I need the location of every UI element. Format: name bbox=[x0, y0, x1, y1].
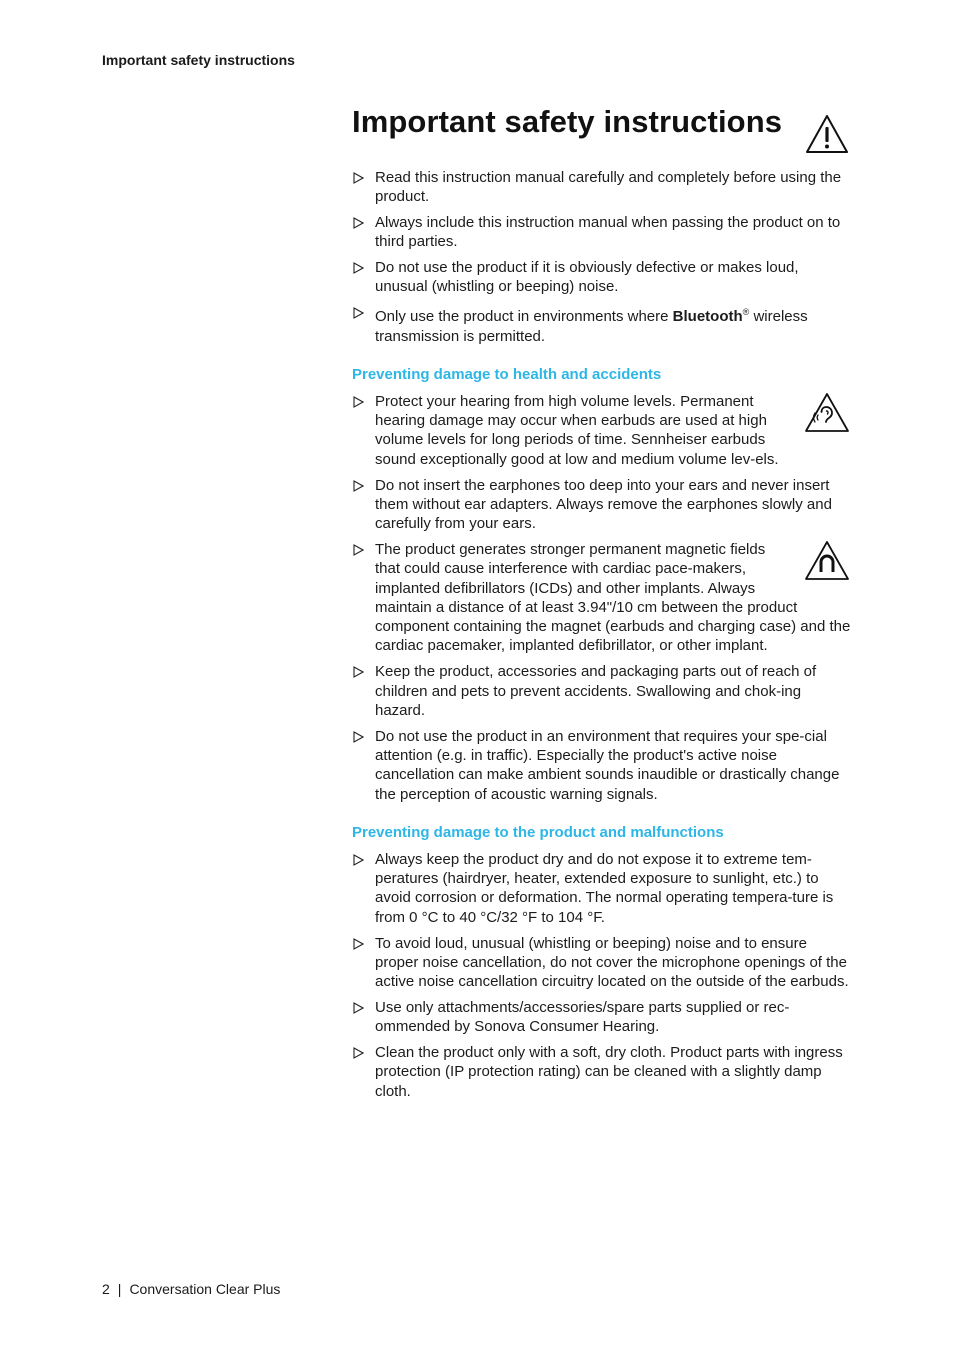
triangle-bullet-icon bbox=[353, 544, 364, 556]
bluetooth-brand: Bluetooth® bbox=[672, 307, 750, 326]
product-list bbox=[352, 850, 852, 1101]
triangle-bullet-icon bbox=[353, 262, 364, 274]
list-item-text: Do not use the product in an environment that requires your spe-cial attention (e.g. in traffic). Especially the product's active noise cancellation can make ambient sounds inaudible or drastically change the perception of acoustic warning signals. bbox=[375, 727, 840, 803]
list-item-text: To avoid loud, unusual (whistling or beeping) noise and to ensure proper noise cancellation, do not cover the microphone openings of the active noise cancellation circuitry located on the outside of the earbuds. bbox=[375, 934, 849, 991]
list-item bbox=[352, 540, 852, 656]
section-heading-product: Preventing damage to the product and malfunctions bbox=[352, 823, 724, 841]
main-content bbox=[352, 100, 852, 1107]
list-item bbox=[352, 850, 852, 927]
section-heading-health: Preventing damage to health and accidents bbox=[352, 365, 662, 383]
triangle-bullet-icon bbox=[353, 1047, 364, 1059]
product-name: Conversation Clear Plus bbox=[129, 1281, 281, 1297]
list-item-text: Protect your hearing from high volume levels. Permanent hearing damage may occur when earbuds are used at high volume levels for long periods of time. Sennheiser earbuds sound exceptionally good at low and medium volume lev-els. bbox=[375, 392, 779, 468]
page-title: Important safety instructions bbox=[352, 104, 783, 139]
list-item-text: Do not insert the earphones too deep into your ears and never insert them without ear adapters. Always remove the earphones slowly and carefully from your ears. bbox=[375, 476, 832, 533]
list-item bbox=[352, 662, 852, 720]
list-item bbox=[352, 168, 852, 207]
list-item-text: Always include this instruction manual when passing the product on to third parties. bbox=[375, 214, 841, 251]
triangle-bullet-icon bbox=[353, 666, 364, 678]
list-item bbox=[352, 303, 852, 346]
health-list bbox=[352, 392, 852, 804]
page-footer bbox=[102, 1281, 280, 1297]
list-item bbox=[352, 1043, 852, 1101]
list-item bbox=[352, 213, 852, 252]
list-item bbox=[352, 998, 852, 1037]
list-item bbox=[352, 258, 852, 297]
list-item-text: The product generates stronger permanent magnetic fields that could cause interference with cardiac pace-makers, implanted defibrillators (ICDs) and other implants. Always maintain a distance of at least 3.94"/10 cm between the product component containing the magnet (earbuds and charging case) and the cardiac pacemaker, implanted defibrillator, or other implant. bbox=[375, 540, 851, 655]
list-item-text: Clean the product only with a soft, dry cloth. Product parts with ingress protection (IP protection rating) can be cleaned with a slightly damp cloth. bbox=[375, 1043, 843, 1100]
triangle-bullet-icon bbox=[353, 854, 364, 866]
triangle-bullet-icon bbox=[353, 172, 364, 184]
list-item-text: Always keep the product dry and do not expose it to extreme tem-peratures (hairdryer, heater, extended exposure to sunlight, etc.) to avoid corrosion or deformation. The normal operating tempera-ture is from 0 °C to 40 °C/32 °F to 104 °F. bbox=[375, 850, 834, 926]
list-item-text: Keep the product, accessories and packaging parts out of reach of children and pets to prevent accidents. Swallowing and chok-ing hazard. bbox=[375, 663, 817, 719]
list-item-text: wireless transmission is permitted. bbox=[375, 308, 808, 345]
list-item bbox=[352, 934, 852, 992]
triangle-bullet-icon bbox=[353, 396, 364, 408]
intro-list bbox=[352, 168, 852, 346]
list-item bbox=[352, 392, 852, 469]
triangle-bullet-icon bbox=[353, 217, 364, 229]
footer-separator: | bbox=[117, 1281, 122, 1297]
list-item-text: Do not use the product if it is obviously defective or makes loud, unusual (whistling or beeping) noise. bbox=[375, 259, 799, 296]
running-header: Important safety instructions bbox=[102, 52, 295, 68]
triangle-bullet-icon bbox=[353, 1002, 364, 1014]
triangle-bullet-icon bbox=[353, 480, 364, 492]
registered-mark: ® bbox=[742, 307, 750, 318]
triangle-bullet-icon bbox=[353, 938, 364, 950]
list-item-text: Only use the product in environments where bbox=[375, 308, 673, 326]
warning-triangle-icon bbox=[805, 113, 849, 155]
magnetic-field-warning-icon bbox=[804, 540, 850, 582]
list-item bbox=[352, 476, 852, 534]
triangle-bullet-icon bbox=[353, 731, 364, 743]
hearing-damage-warning-icon bbox=[804, 392, 850, 434]
list-item-text: Read this instruction manual carefully and completely before using the product. bbox=[375, 169, 842, 206]
list-item bbox=[352, 727, 852, 804]
list-item-text: Use only attachments/accessories/spare parts supplied or rec-ommended by Sonova Consumer Hearing. bbox=[375, 998, 790, 1036]
triangle-bullet-icon bbox=[353, 307, 364, 319]
page-number: 2 bbox=[102, 1281, 110, 1297]
